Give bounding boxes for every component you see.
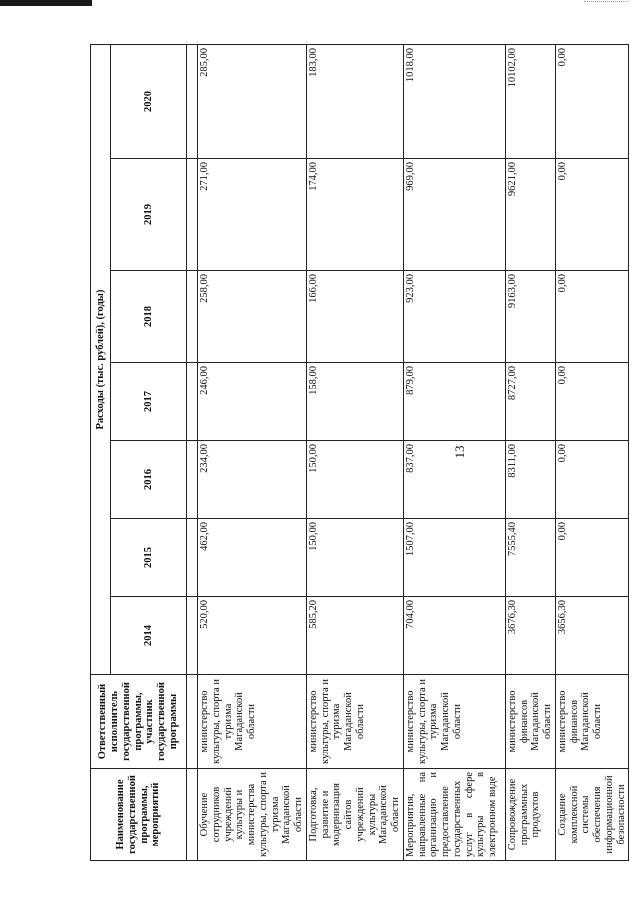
row-name: Обучение сотрудников учреждений культуры и министерства культуры, спорта и туризма Магаданской области (198, 769, 307, 861)
column-index (187, 45, 198, 159)
table-row (505, 45, 555, 861)
row-value: 704,00 (403, 597, 505, 675)
row-value: 8727,00 (505, 363, 555, 441)
row-value: 1507,00 (403, 519, 505, 597)
header-year: 2016 (111, 441, 187, 519)
scan-edge-mark-right (584, 1, 628, 5)
column-index (187, 159, 198, 271)
row-executor: министерство культуры, спорта и туризма Магаданской области (198, 675, 307, 769)
row-value: 258,00 (198, 271, 307, 363)
row-executor: министерство культуры, спорта и туризма Магаданской области (306, 675, 403, 769)
table-row (306, 45, 403, 861)
row-value: 150,00 (306, 519, 403, 597)
header-name: Наименование государственной программы, мероприятий (91, 769, 187, 861)
row-value: 234,00 (198, 441, 307, 519)
row-value: 585,20 (306, 597, 403, 675)
row-value: 923,00 (403, 271, 505, 363)
row-value: 0,00 (555, 363, 629, 441)
row-value: 174,00 (306, 159, 403, 271)
row-executor: министерство финансов Магаданской области (555, 675, 629, 769)
row-value: 0,00 (555, 159, 629, 271)
column-index (187, 441, 198, 519)
row-name: Сопровождение программных продуктов (505, 769, 555, 861)
header-expenses-group: Расходы (тыс. рублей), (годы) (91, 45, 111, 675)
row-value: 3676,30 (505, 597, 555, 675)
row-executor: министерство культуры, спорта и туризма Магаданской области (403, 675, 505, 769)
row-value: 520,00 (198, 597, 307, 675)
row-name: Подготовка, развитие и модернизация сайтов учреждений культуры Магаданской области (306, 769, 403, 861)
row-value: 837,00 (403, 441, 505, 519)
column-index (187, 769, 198, 861)
header-year: 2019 (111, 159, 187, 271)
row-value: 3656,30 (555, 597, 629, 675)
column-index (187, 363, 198, 441)
row-value: 1018,00 (403, 45, 505, 159)
row-executor: министерство финансов Магаданской области (505, 675, 555, 769)
row-value: 8311,00 (505, 441, 555, 519)
row-value: 0,00 (555, 271, 629, 363)
row-name: Создание комплексной системы обеспечения информационной безопасности (555, 769, 629, 861)
header-year: 2014 (111, 597, 187, 675)
row-value: 969,00 (403, 159, 505, 271)
row-value: 166,00 (306, 271, 403, 363)
header-year: 2015 (111, 519, 187, 597)
row-value: 183,00 (306, 45, 403, 159)
table-row (403, 45, 505, 861)
column-index-row (187, 45, 198, 861)
row-value: 0,00 (555, 519, 629, 597)
column-index (187, 675, 198, 769)
row-value: 879,00 (403, 363, 505, 441)
row-value: 7555,40 (505, 519, 555, 597)
row-name: Мероприятия, направленные на организацию и предоставление государственных услуг в сфере культуры в электронном виде (403, 769, 505, 861)
header-executor: Ответственный исполнитель государственной программы, участник государственной программы (91, 675, 187, 769)
scan-edge-mark (0, 0, 92, 6)
row-value: 285,00 (198, 45, 307, 159)
table-row (198, 45, 307, 861)
table-row (555, 45, 629, 861)
row-value: 150,00 (306, 441, 403, 519)
column-index (187, 519, 198, 597)
row-value: 246,00 (198, 363, 307, 441)
header-year: 2017 (111, 363, 187, 441)
header-year: 2018 (111, 271, 187, 363)
header-year: 2020 (111, 45, 187, 159)
row-value: 0,00 (555, 45, 629, 159)
column-index (187, 597, 198, 675)
column-index (187, 271, 198, 363)
row-value: 462,00 (198, 519, 307, 597)
row-value: 9163,00 (505, 271, 555, 363)
row-value: 0,00 (555, 441, 629, 519)
header-row-1 (91, 45, 111, 861)
row-value: 10102,00 (505, 45, 555, 159)
page-number: 13 (452, 445, 467, 459)
expenses-table (90, 44, 629, 861)
row-value: 9621,00 (505, 159, 555, 271)
row-value: 271,00 (198, 159, 307, 271)
row-value: 158,00 (306, 363, 403, 441)
